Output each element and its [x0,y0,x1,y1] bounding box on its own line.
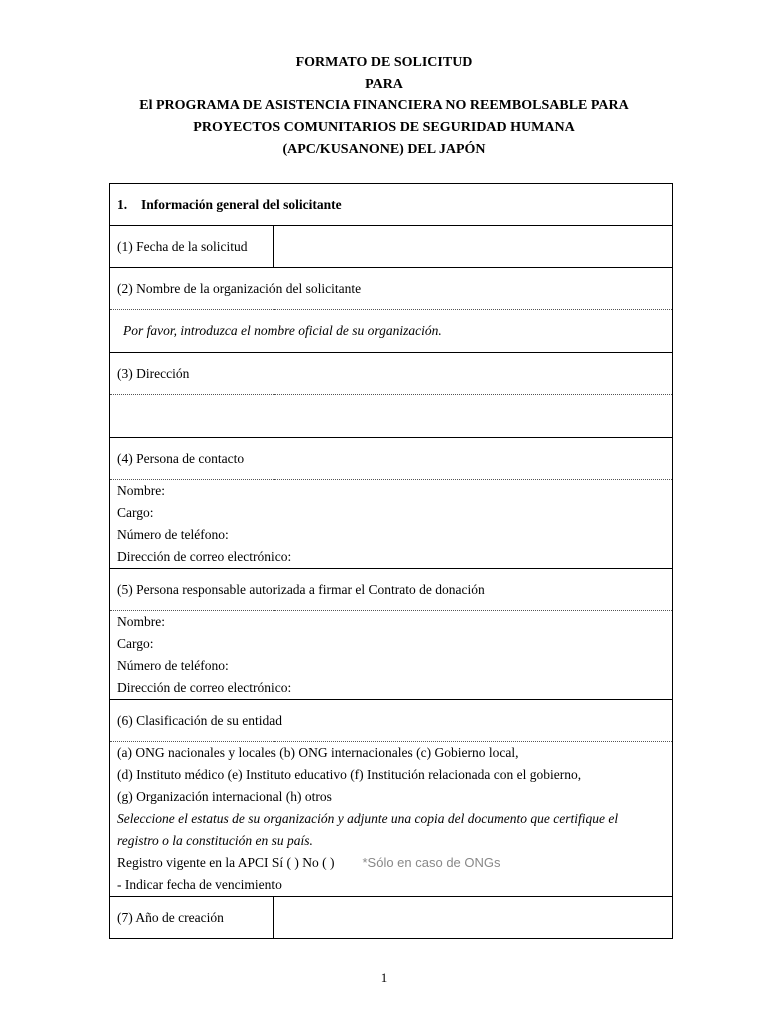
document-title [0,52,768,161]
apci-registration-text[interactable]: Registro vigente en la APCI Sí ( ) No ( ) [117,855,335,870]
contact-position-field[interactable]: Cargo: [117,505,154,520]
org-name-field[interactable]: Por favor, introduzca el nombre oficial de su organización. [110,310,673,353]
address-field[interactable] [110,395,673,438]
contact-email-field[interactable]: Dirección de correo electrónico: [117,549,292,564]
signer-name-field[interactable]: Nombre: [117,614,165,629]
org-name-field-row [110,310,673,353]
title-line-1: FORMATO DE SOLICITUD [295,55,473,70]
contact-label: (4) Persona de contacto [110,438,673,480]
signer-phone-field[interactable]: Número de teléfono: [117,658,229,673]
classification-options-line-2[interactable]: (d) Instituto médico (e) Instituto educativo (f) Institución relacionada con el gobierno, [117,767,582,782]
signer-fields-row [110,611,673,700]
contact-label-row [110,438,673,480]
section-1-header-row [110,184,673,226]
classification-options[interactable] [110,742,673,897]
title-line-3: El PROGRAMA DE ASISTENCIA FINANCIERA NO REEMBOLSABLE PARA [139,98,629,114]
contact-phone-field[interactable]: Número de teléfono: [117,527,229,542]
apci-registration-line[interactable] [117,852,672,874]
classification-instruction-line-2: registro o la constitución en su país. [117,833,313,848]
date-row [110,226,673,268]
classification-instruction-line-1: Seleccione el estatus de su organización y adjunte una copia del documento que certifique el [117,811,619,826]
classification-options-line-1[interactable]: (a) ONG nacionales y locales (b) ONG internacionales (c) Gobierno local, [117,745,519,760]
contact-name-field[interactable]: Nombre: [117,483,165,498]
title-line-2: PARA [365,76,403,92]
title-line-5: (APC/KUSANONE) DEL JAPÓN [282,141,486,157]
section-1-title-text: Información general del solicitante [141,196,342,212]
classification-options-row [110,742,673,897]
classification-label: (6) Clasificación de su entidad [110,700,673,742]
section-1-number: 1. [117,196,128,212]
classification-label-row [110,700,673,742]
year-row [110,897,673,939]
year-label: (7) Año de creación [110,897,274,939]
section-1-title [110,184,673,226]
signer-fields[interactable] [110,611,673,700]
expiry-date-line[interactable]: - Indicar fecha de vencimiento [117,877,282,892]
year-field[interactable] [274,897,673,939]
page-number: 1 [380,970,388,985]
contact-fields-row [110,480,673,569]
signer-position-field[interactable]: Cargo: [117,636,154,651]
address-label: (3) Dirección [110,353,673,395]
date-label: (1) Fecha de la solicitud [110,226,274,268]
application-form-table [109,183,673,939]
address-field-row [110,395,673,438]
contact-fields[interactable] [110,480,673,569]
apci-note: *Sólo en caso de ONGs [362,855,501,870]
address-label-row [110,353,673,395]
title-line-4: PROYECTOS COMUNITARIOS DE SEGURIDAD HUMANA [193,120,575,136]
org-name-label: (2) Nombre de la organización del solicitante [110,268,673,310]
signer-email-field[interactable]: Dirección de correo electrónico: [117,680,292,695]
signer-label: (5) Persona responsable autorizada a firmar el Contrato de donación [110,569,673,611]
date-field[interactable] [274,226,673,268]
signer-label-row [110,569,673,611]
classification-options-line-3[interactable]: (g) Organización internacional (h) otros [117,789,332,804]
org-name-label-row [110,268,673,310]
